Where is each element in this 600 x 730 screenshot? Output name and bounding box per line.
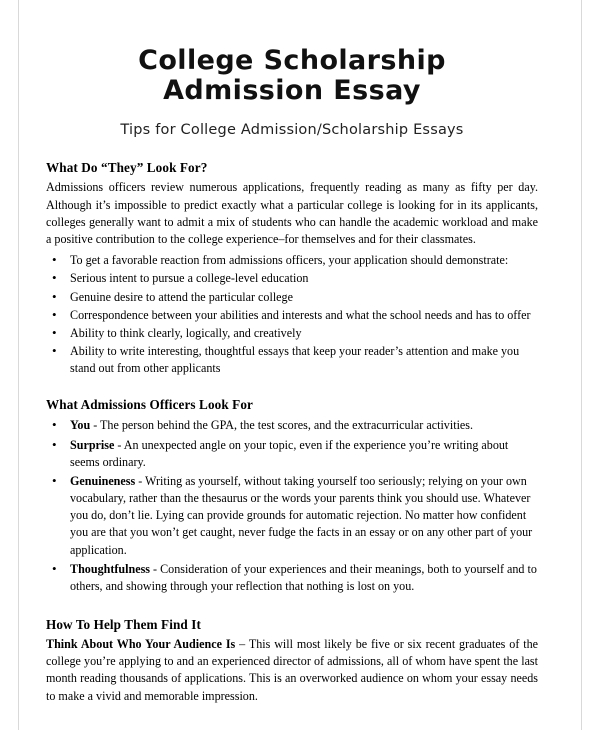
list-item-lead: You — [70, 418, 91, 433]
paragraph-text: – This will most likely be five or six recent graduates of the college you’re applying to and an experienced director of admissions, all of whom have spent the last month reading thousands of applications. This is an overworked audience on whom your essay needs to make a vivid and memorable impression. — [46, 637, 538, 703]
section-how-to-help-them-find-it — [46, 617, 538, 705]
list-item — [46, 561, 538, 595]
list-item-text: - Consideration of your experiences and their meanings, both to yourself and to others, and showing through your reflection that nothing is lost on you. — [70, 561, 537, 593]
paragraph-lead: Think About Who Your Audience Is — [46, 637, 236, 652]
section-heading: How To Help Them Find It — [46, 617, 201, 633]
list-item: • Correspondence between your abilities and interests and what the school needs and has to offer — [46, 307, 538, 324]
page-title — [46, 46, 538, 106]
list-item: • Ability to think clearly, logically, and creatively — [46, 325, 538, 342]
list-item: • Genuine desire to attend the particular college — [46, 289, 538, 306]
list-item-lead: Thoughtfulness — [70, 561, 150, 576]
section-paragraph — [46, 636, 538, 705]
bullet-list — [46, 252, 538, 377]
page-title-line-2: Admission Essay — [163, 75, 421, 107]
list-item-lead: Genuineness — [70, 473, 136, 488]
list-item-text: - The person behind the GPA, the test scores, and the extracurricular activities. — [90, 418, 474, 433]
list-item — [46, 417, 538, 434]
list-item-text: - Writing as yourself, without taking yourself too seriously; relying on your own vocabulary, rather than the thesaurus or the words your parents think you should use. Whatever you do, don’t lie. Lying can provide grounds for automatic rejection. No matter how confident you are that you won’t get caught, never fudge the facts in an essay or on any other part of your application. — [70, 473, 533, 557]
bullet-list — [46, 417, 538, 595]
section-what-admissions-officers-look-for — [46, 397, 538, 595]
page-subtitle: Tips for College Admission/Scholarship Essays — [120, 122, 464, 139]
section-paragraph: Admissions officers review numerous applications, frequently reading as many as fifty per day. Although it’s impossible to predict exactly what a particular college is looking for in its applicants, colleges generally want to admit a mix of students who can handle the academic workload and make a positive contribution to the college experience–for themselves and for their classmates. — [46, 180, 538, 246]
list-item: • Ability to write interesting, thoughtful essays that keep your reader’s attention and make you stand out from other applicants — [46, 343, 538, 377]
list-item-lead: Surprise — [70, 437, 115, 452]
list-item — [46, 473, 538, 559]
list-item: • To get a favorable reaction from admissions officers, your application should demonstrate: — [46, 252, 538, 269]
list-item-text: - An unexpected angle on your topic, even if the experience you’re writing about seems ordinary. — [70, 437, 509, 469]
list-item — [46, 437, 538, 471]
list-item: • Serious intent to pursue a college-level education — [46, 270, 538, 287]
section-heading: What Admissions Officers Look For — [46, 397, 253, 413]
section-heading: What Do “They” Look For? — [46, 160, 208, 176]
page-title-line-1: College Scholarship — [138, 45, 446, 76]
section-what-do-they-look-for — [46, 160, 538, 377]
